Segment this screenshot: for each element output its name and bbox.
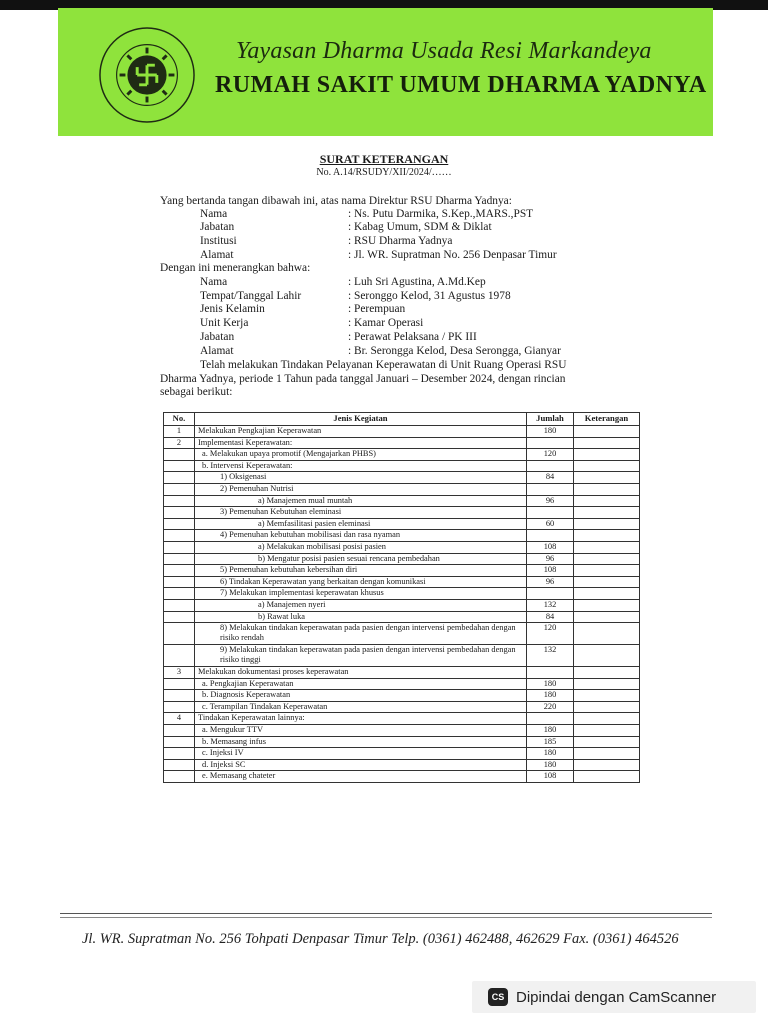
table-cell-note	[574, 701, 640, 713]
table-cell-note	[574, 460, 640, 472]
paragraph-line: Dharma Yadnya, periode 1 Tahun pada tanggal Januari – Desember 2024, dengan rincian	[160, 373, 566, 385]
table-cell-note	[574, 565, 640, 577]
table-cell-amount: 180	[527, 678, 574, 690]
table-cell-note	[574, 553, 640, 565]
table-cell-amount: 180	[527, 759, 574, 771]
table-cell-activity: a. Pengkajian Keperawatan	[195, 678, 527, 690]
footer-divider	[60, 913, 712, 914]
table-cell-no: 1	[164, 426, 195, 438]
table-cell-note	[574, 645, 640, 667]
hospital-logo-icon	[98, 26, 196, 124]
table-cell-activity: a. Melakukan upaya promotif (Mengajarkan PHBS)	[195, 449, 527, 461]
table-header-row	[164, 413, 640, 426]
table-body	[164, 426, 640, 783]
table-cell-amount: 108	[527, 771, 574, 783]
paragraph-line: sebagai berikut:	[160, 386, 233, 398]
table-cell-note	[574, 426, 640, 438]
table-cell-no	[164, 678, 195, 690]
scanner-label: Dipindai dengan CamScanner	[516, 988, 717, 1006]
foundation-name: Yayasan Dharma Usada Resi Markandeya	[236, 38, 652, 64]
table-cell-activity: a) Manajemen mual muntah	[195, 495, 527, 507]
table-row	[164, 518, 640, 530]
table-cell-no	[164, 611, 195, 623]
table-row	[164, 483, 640, 495]
table-cell-activity: a) Manajemen nyeri	[195, 599, 527, 611]
table-row	[164, 495, 640, 507]
table-cell-amount: 220	[527, 701, 574, 713]
table-cell-amount: 84	[527, 472, 574, 484]
table-cell-no	[164, 460, 195, 472]
table-cell-amount	[527, 507, 574, 519]
table-cell-note	[574, 713, 640, 725]
table-cell-activity: 3) Pemenuhan Kebutuhan eleminasi	[195, 507, 527, 519]
person-label: Unit Kerja	[200, 317, 249, 329]
table-cell-no	[164, 736, 195, 748]
table-cell-note	[574, 667, 640, 679]
table-cell-activity: b. Intervensi Keperawatan:	[195, 460, 527, 472]
table-cell-activity: a) Melakukan mobilisasi posisi pasien	[195, 541, 527, 553]
table-row	[164, 541, 640, 553]
table-cell-no	[164, 599, 195, 611]
table-cell-activity: e. Memasang chateter	[195, 771, 527, 783]
signer-value: : Jl. WR. Supratman No. 256 Denpasar Timur	[348, 249, 557, 261]
table-cell-note	[574, 736, 640, 748]
hospital-name: RUMAH SAKIT UMUM DHARMA YADNYA	[215, 72, 707, 98]
person-label: Jabatan	[200, 331, 235, 343]
table-cell-no	[164, 518, 195, 530]
table-cell-activity: 8) Melakukan tindakan keperawatan pada pasien dengan intervensi pembedahan dengan risiko rendah	[195, 623, 527, 645]
table-cell-activity: Melakukan Pengkajian Keperawatan	[195, 426, 527, 438]
signer-label: Jabatan	[200, 221, 235, 233]
activity-table	[163, 412, 640, 783]
table-row	[164, 576, 640, 588]
table-cell-activity: 7) Melakukan implementasi keperawatan khusus	[195, 588, 527, 600]
person-value: : Kamar Operasi	[348, 317, 424, 329]
paragraph-line: Telah melakukan Tindakan Pelayanan Keperawatan di Unit Ruang Operasi RSU	[200, 359, 567, 371]
table-cell-activity: Melakukan dokumentasi proses keperawatan	[195, 667, 527, 679]
table-cell-activity: 2) Pemenuhan Nutrisi	[195, 483, 527, 495]
person-label: Tempat/Tanggal Lahir	[200, 290, 302, 302]
table-cell-no	[164, 623, 195, 645]
column-header-amount: Jumlah	[527, 413, 574, 426]
table-cell-amount: 185	[527, 736, 574, 748]
table-row	[164, 690, 640, 702]
table-cell-no	[164, 748, 195, 760]
table-cell-activity: Tindakan Keperawatan lainnya:	[195, 713, 527, 725]
table-row	[164, 678, 640, 690]
table-cell-note	[574, 690, 640, 702]
table-row	[164, 530, 640, 542]
table-cell-no: 3	[164, 667, 195, 679]
table-row	[164, 645, 640, 667]
table-cell-amount	[527, 530, 574, 542]
letterhead	[58, 8, 713, 136]
table-row	[164, 701, 640, 713]
column-header-activity: Jenis Kegiatan	[195, 413, 527, 426]
table-cell-note	[574, 611, 640, 623]
table-cell-activity: d. Injeksi SC	[195, 759, 527, 771]
table-cell-no	[164, 530, 195, 542]
table-cell-note	[574, 588, 640, 600]
table-cell-activity: a) Memfasilitasi pasien eleminasi	[195, 518, 527, 530]
table-row	[164, 748, 640, 760]
table-row	[164, 725, 640, 737]
table-cell-note	[574, 623, 640, 645]
table-cell-note	[574, 437, 640, 449]
table-row	[164, 437, 640, 449]
table-cell-no	[164, 701, 195, 713]
table-cell-amount: 132	[527, 599, 574, 611]
table-cell-note	[574, 518, 640, 530]
table-cell-activity: a. Mengukur TTV	[195, 725, 527, 737]
table-cell-no	[164, 645, 195, 667]
table-cell-no	[164, 449, 195, 461]
table-cell-amount	[527, 588, 574, 600]
person-value: : Br. Serongga Kelod, Desa Serongga, Gianyar	[348, 345, 561, 357]
table-cell-no	[164, 553, 195, 565]
table-cell-no	[164, 495, 195, 507]
table-row	[164, 736, 640, 748]
table-row	[164, 713, 640, 725]
person-value: : Perawat Pelaksana / PK III	[348, 331, 477, 343]
person-value: : Seronggo Kelod, 31 Agustus 1978	[348, 290, 511, 302]
person-label: Nama	[200, 276, 228, 288]
person-label: Jenis Kelamin	[200, 303, 265, 315]
signer-value: : RSU Dharma Yadnya	[348, 235, 453, 247]
table-cell-amount: 96	[527, 553, 574, 565]
column-header-no: No.	[164, 413, 195, 426]
table-row	[164, 611, 640, 623]
table-cell-no	[164, 759, 195, 771]
table-cell-amount: 96	[527, 495, 574, 507]
table-row	[164, 623, 640, 645]
table-cell-activity: 1) Oksigenasi	[195, 472, 527, 484]
table-cell-note	[574, 507, 640, 519]
signer-value: : Ns. Putu Darmika, S.Kep.,MARS.,PST	[348, 208, 534, 220]
table-cell-activity: b. Memasang infus	[195, 736, 527, 748]
table-row	[164, 599, 640, 611]
table-cell-activity: c. Injeksi IV	[195, 748, 527, 760]
signer-label: Alamat	[200, 249, 234, 261]
table-cell-amount	[527, 460, 574, 472]
table-cell-note	[574, 725, 640, 737]
table-cell-amount	[527, 713, 574, 725]
table-row	[164, 507, 640, 519]
table-cell-note	[574, 483, 640, 495]
table-row	[164, 426, 640, 438]
table-cell-amount: 96	[527, 576, 574, 588]
table-cell-activity: 6) Tindakan Keperawatan yang berkaitan dengan komunikasi	[195, 576, 527, 588]
table-row	[164, 667, 640, 679]
table-cell-no	[164, 690, 195, 702]
table-cell-note	[574, 759, 640, 771]
table-cell-amount: 180	[527, 426, 574, 438]
table-cell-note	[574, 449, 640, 461]
table-cell-amount: 60	[527, 518, 574, 530]
person-value: : Perempuan	[348, 303, 406, 315]
table-cell-no	[164, 725, 195, 737]
table-cell-amount	[527, 667, 574, 679]
table-cell-no	[164, 541, 195, 553]
table-cell-amount	[527, 437, 574, 449]
column-header-note: Keterangan	[574, 413, 640, 426]
table-cell-no: 2	[164, 437, 195, 449]
table-cell-no	[164, 472, 195, 484]
table-cell-no: 4	[164, 713, 195, 725]
table-cell-note	[574, 599, 640, 611]
table-cell-amount: 120	[527, 449, 574, 461]
signer-label: Nama	[200, 208, 228, 220]
table-row	[164, 588, 640, 600]
table-cell-activity: 4) Pemenuhan kebutuhan mobilisasi dan rasa nyaman	[195, 530, 527, 542]
table-cell-activity: b) Mengatur posisi pasien sesuai rencana pembedahan	[195, 553, 527, 565]
document-title: SURAT KETERANGAN	[319, 152, 449, 166]
intro-text: Yang bertanda tangan dibawah ini, atas nama Direktur RSU Dharma Yadnya:	[160, 195, 512, 207]
table-cell-note	[574, 771, 640, 783]
table-cell-activity: b) Rawat luka	[195, 611, 527, 623]
table-row	[164, 460, 640, 472]
table-cell-no	[164, 565, 195, 577]
table-cell-note	[574, 748, 640, 760]
table-row	[164, 759, 640, 771]
document-number: No. A.14/RSUDY/XII/2024/……	[316, 167, 452, 178]
table-cell-note	[574, 472, 640, 484]
table-cell-activity: b. Diagnosis Keperawatan	[195, 690, 527, 702]
table-cell-amount: 180	[527, 748, 574, 760]
table-cell-no	[164, 588, 195, 600]
table-cell-amount: 180	[527, 725, 574, 737]
table-cell-amount: 108	[527, 541, 574, 553]
person-label: Alamat	[200, 345, 234, 357]
table-cell-no	[164, 771, 195, 783]
table-cell-amount: 132	[527, 645, 574, 667]
table-cell-note	[574, 495, 640, 507]
table-row	[164, 771, 640, 783]
signer-label: Institusi	[200, 235, 237, 247]
table-cell-amount	[527, 483, 574, 495]
table-cell-no	[164, 483, 195, 495]
table-cell-activity: 9) Melakukan tindakan keperawatan pada pasien dengan intervensi pembedahan dengan risiko tinggi	[195, 645, 527, 667]
signer-value: : Kabag Umum, SDM & Diklat	[348, 221, 492, 233]
table-row	[164, 565, 640, 577]
table-cell-amount: 180	[527, 690, 574, 702]
person-value: : Luh Sri Agustina, A.Md.Kep	[348, 276, 486, 288]
table-cell-activity: 5) Pemenuhan kebutuhan kebersihan diri	[195, 565, 527, 577]
table-cell-no	[164, 507, 195, 519]
table-cell-note	[574, 541, 640, 553]
table-cell-activity: Implementasi Keperawatan:	[195, 437, 527, 449]
table-cell-amount: 108	[527, 565, 574, 577]
table-row	[164, 449, 640, 461]
table-cell-note	[574, 678, 640, 690]
scanner-watermark	[472, 981, 756, 1013]
table-cell-note	[574, 576, 640, 588]
table-cell-amount: 84	[527, 611, 574, 623]
table-row	[164, 472, 640, 484]
statement-text: Dengan ini menerangkan bahwa:	[160, 262, 311, 274]
table-cell-note	[574, 530, 640, 542]
table-cell-no	[164, 576, 195, 588]
camscanner-icon: CS	[488, 988, 508, 1006]
table-row	[164, 553, 640, 565]
footer-address: Jl. WR. Supratman No. 256 Tohpati Denpasar Timur Telp. (0361) 462488, 462629 Fax. (0361) 464526	[82, 931, 679, 947]
table-cell-amount: 120	[527, 623, 574, 645]
table-cell-activity: c. Terampilan Tindakan Keperawatan	[195, 701, 527, 713]
footer-divider	[60, 917, 712, 918]
